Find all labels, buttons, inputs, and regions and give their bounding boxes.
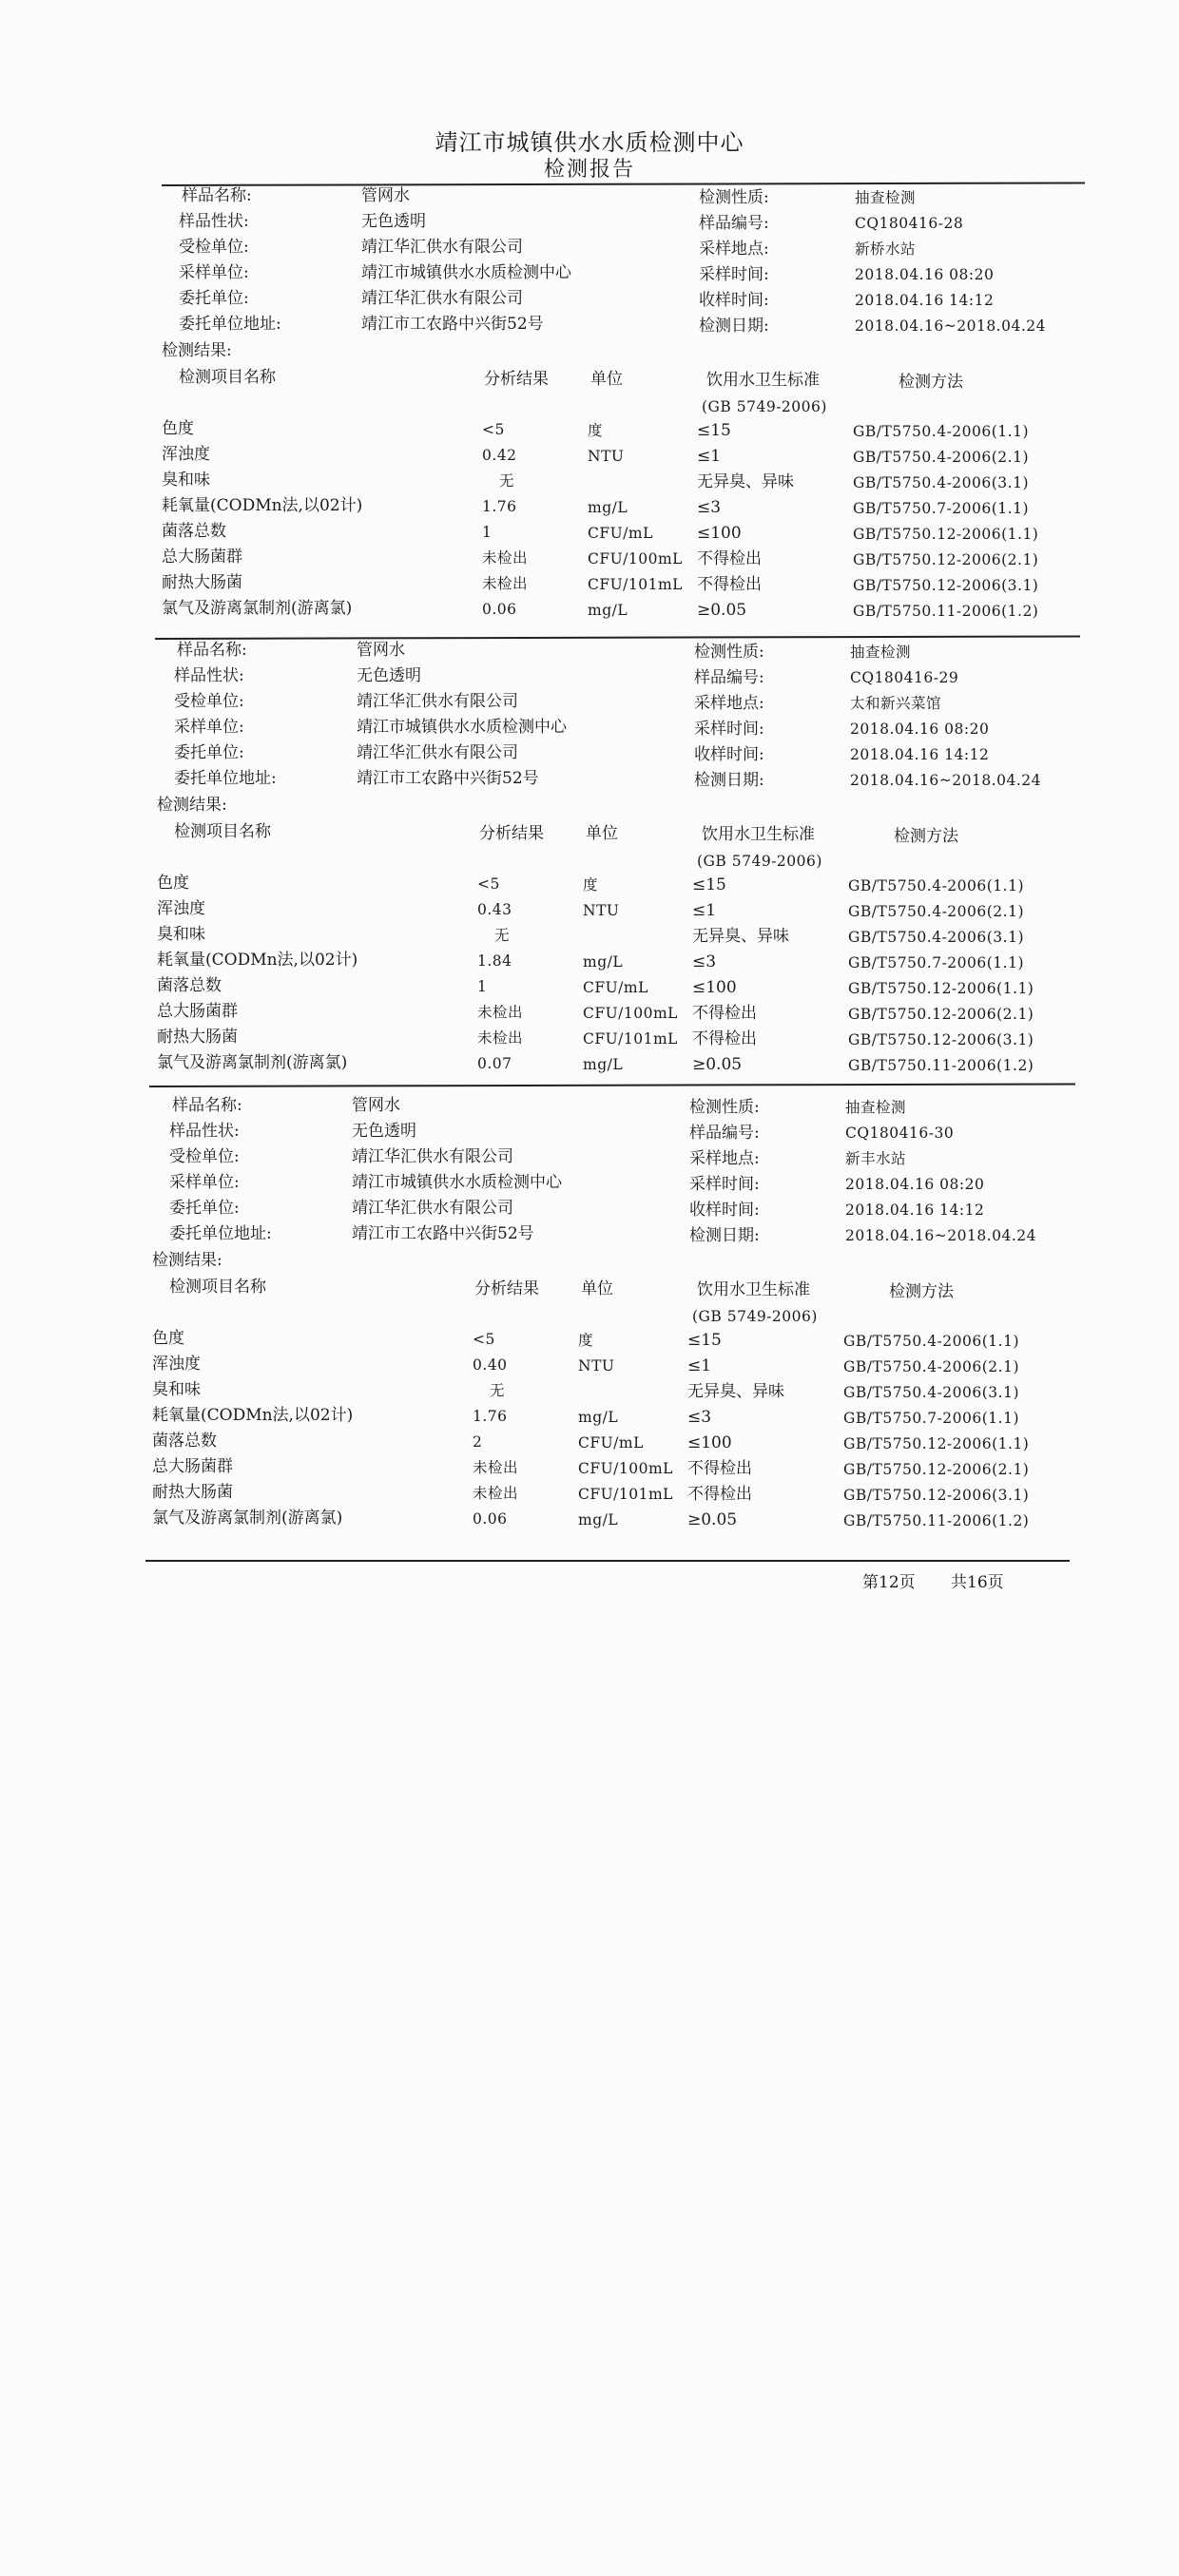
row-unit: CFU/mL: [588, 525, 653, 542]
value-receiving-time: 2018.04.16 14:12: [855, 292, 995, 309]
label-client-unit: 委托单位:: [179, 289, 249, 308]
label-sample-state: 样品性状:: [179, 212, 249, 231]
row-item: 臭和味: [162, 471, 210, 490]
column-item: 检测项目名称: [174, 822, 271, 841]
value-client-unit: 靖江华汇供水有限公司: [361, 289, 523, 308]
row-result: 1.84: [477, 952, 512, 970]
label-sample-name: 样品名称:: [177, 641, 247, 660]
label-sampling-time: 采样时间:: [689, 1175, 760, 1194]
row-result: 无: [494, 927, 511, 944]
value-sampling-site: 新桥水站: [855, 240, 917, 258]
row-method: GB/T5750.7-2006(1.1): [843, 1410, 1019, 1427]
row-standard: ≤3: [697, 498, 722, 517]
row-standard: ≤100: [687, 1433, 732, 1452]
value-test-date: 2018.04.16~2018.04.24: [845, 1227, 1036, 1244]
column-unit: 单位: [581, 1279, 613, 1298]
row-method: GB/T5750.4-2006(2.1): [848, 903, 1024, 920]
row-result: 0.43: [477, 901, 512, 918]
column-method: 检测方法: [899, 373, 963, 392]
row-standard: ≤100: [697, 524, 742, 543]
row-result: 未检出: [482, 549, 529, 567]
row-item: 色度: [162, 419, 194, 438]
row-unit: CFU/100mL: [578, 1460, 673, 1477]
row-item: 菌落总数: [157, 976, 222, 995]
label-test-nature: 检测性质:: [694, 643, 764, 662]
row-result: <5: [477, 875, 500, 893]
row-standard: ≤1: [692, 901, 717, 920]
row-unit: CFU/101mL: [588, 576, 683, 593]
value-sample-name: 管网水: [357, 641, 405, 660]
label-inspected-unit: 受检单位:: [169, 1147, 240, 1166]
row-result: 0.40: [473, 1356, 508, 1374]
label-sampling-time: 采样时间:: [694, 720, 764, 739]
row-result: 1: [477, 978, 488, 995]
value-receiving-time: 2018.04.16 14:12: [845, 1201, 985, 1219]
column-standard: 饮用水卫生标准: [697, 1280, 810, 1299]
row-method: GB/T5750.12-2006(1.1): [853, 526, 1039, 543]
row-unit: CFU/mL: [583, 979, 648, 996]
label-receiving-time: 收样时间:: [699, 291, 769, 310]
row-method: GB/T5750.7-2006(1.1): [853, 500, 1029, 517]
label-test-date: 检测日期:: [699, 317, 769, 336]
column-result: 分析结果: [474, 1279, 539, 1298]
value-client-unit: 靖江华汇供水有限公司: [357, 743, 518, 762]
value-sample-name: 管网水: [352, 1096, 400, 1115]
value-test-nature: 抽查检测: [855, 189, 917, 206]
row-standard: ≤3: [692, 952, 717, 971]
row-standard: ≤15: [687, 1331, 722, 1350]
column-standard-ref: (GB 5749-2006): [692, 1308, 818, 1325]
row-standard: 不得检出: [697, 549, 762, 568]
column-result: 分析结果: [484, 370, 549, 389]
row-unit: mg/L: [578, 1409, 619, 1426]
value-receiving-time: 2018.04.16 14:12: [850, 746, 990, 763]
row-result: 未检出: [477, 1004, 524, 1021]
label-sample-name: 样品名称:: [172, 1096, 242, 1115]
row-item: 总大肠菌群: [157, 1002, 238, 1021]
sample-section-3: [0, 910, 1169, 2576]
value-client-address: 靖江市工农路中兴街52号: [357, 769, 539, 788]
label-sampling-site: 采样地点:: [689, 1149, 760, 1168]
row-method: GB/T5750.7-2006(1.1): [848, 954, 1024, 971]
row-item: 耗氧量(CODMn法,以02计): [152, 1406, 354, 1425]
row-standard: ≥0.05: [697, 601, 747, 620]
column-item: 检测项目名称: [179, 368, 276, 387]
value-sample-no: CQ180416-30: [845, 1125, 955, 1142]
row-method: GB/T5750.12-2006(2.1): [848, 1006, 1034, 1023]
row-standard: 不得检出: [692, 1029, 757, 1048]
row-method: GB/T5750.4-2006(2.1): [843, 1358, 1019, 1375]
label-sampling-unit: 采样单位:: [179, 263, 249, 282]
label-sample-name: 样品名称:: [182, 186, 252, 205]
value-sampling-unit: 靖江市城镇供水水质检测中心: [361, 263, 571, 282]
row-item: 色度: [152, 1329, 184, 1348]
row-standard: 不得检出: [687, 1459, 752, 1478]
value-inspected-unit: 靖江华汇供水有限公司: [352, 1147, 513, 1166]
page-total: 共16页: [951, 1573, 1004, 1592]
row-method: GB/T5750.12-2006(1.1): [848, 980, 1034, 997]
row-standard: 不得检出: [692, 1004, 757, 1023]
row-standard: 无异臭、异味: [692, 927, 789, 946]
row-result: 未检出: [482, 575, 529, 592]
row-result: 无: [499, 472, 515, 490]
value-client-address: 靖江市工农路中兴街52号: [352, 1224, 534, 1243]
row-unit: 度: [578, 1332, 594, 1349]
column-result: 分析结果: [479, 824, 544, 843]
value-sampling-time: 2018.04.16 08:20: [850, 721, 990, 738]
row-standard: ≤3: [687, 1408, 712, 1427]
label-sampling-unit: 采样单位:: [169, 1173, 240, 1192]
label-receiving-time: 收样时间:: [694, 745, 764, 764]
row-standard: ≤15: [697, 421, 731, 440]
value-inspected-unit: 靖江华汇供水有限公司: [361, 238, 523, 257]
row-method: GB/T5750.12-2006(1.1): [843, 1435, 1030, 1452]
row-unit: CFU/100mL: [583, 1005, 678, 1022]
row-item: 菌落总数: [152, 1432, 217, 1451]
row-result: 未检出: [477, 1029, 524, 1047]
value-sample-no: CQ180416-28: [855, 215, 964, 232]
row-unit: 度: [588, 422, 604, 439]
row-result: 无: [490, 1382, 506, 1399]
label-sampling-unit: 采样单位:: [174, 718, 244, 737]
column-standard: 饮用水卫生标准: [702, 825, 815, 844]
row-result: 0.42: [482, 447, 517, 464]
label-sample-no: 样品编号:: [689, 1124, 760, 1143]
row-result: 1.76: [482, 498, 517, 515]
value-test-date: 2018.04.16~2018.04.24: [855, 317, 1046, 335]
row-unit: mg/L: [578, 1511, 619, 1528]
value-sample-name: 管网水: [361, 186, 410, 205]
row-item: 浑浊度: [162, 445, 210, 464]
results-label: 检测结果:: [157, 796, 227, 815]
row-result: <5: [482, 421, 505, 438]
value-sample-no: CQ180416-29: [850, 669, 959, 686]
row-method: GB/T5750.4-2006(3.1): [848, 929, 1024, 946]
row-unit: CFU/mL: [578, 1434, 644, 1451]
row-method: GB/T5750.12-2006(2.1): [843, 1461, 1030, 1478]
row-standard: 无异臭、异味: [697, 472, 794, 491]
value-test-nature: 抽查检测: [845, 1099, 907, 1116]
value-sampling-time: 2018.04.16 08:20: [855, 266, 995, 283]
row-standard: 不得检出: [697, 575, 762, 594]
row-standard: ≤100: [692, 978, 737, 997]
row-unit: CFU/100mL: [588, 550, 683, 567]
label-sample-no: 样品编号:: [699, 214, 769, 233]
row-item: 浑浊度: [157, 899, 205, 918]
label-client-address: 委托单位地址:: [174, 769, 277, 788]
row-item: 臭和味: [152, 1380, 201, 1399]
row-item: 耐热大肠菌: [152, 1483, 233, 1502]
value-inspected-unit: 靖江华汇供水有限公司: [357, 692, 518, 711]
row-result: 0.06: [482, 601, 517, 618]
label-test-date: 检测日期:: [689, 1226, 760, 1245]
row-item: 氯气及游离氯制剂(游离氯): [157, 1053, 348, 1072]
row-method: GB/T5750.4-2006(3.1): [843, 1384, 1019, 1401]
label-inspected-unit: 受检单位:: [174, 692, 244, 711]
value-sampling-site: 新丰水站: [845, 1150, 907, 1167]
value-sampling-unit: 靖江市城镇供水水质检测中心: [357, 718, 567, 737]
report-title: 检测报告: [543, 158, 635, 182]
label-client-address: 委托单位地址:: [169, 1224, 272, 1243]
label-client-unit: 委托单位:: [174, 743, 244, 762]
column-unit: 单位: [590, 370, 623, 389]
row-unit: mg/L: [588, 602, 628, 619]
results-label: 检测结果:: [162, 341, 232, 360]
row-result: <5: [473, 1331, 495, 1348]
row-item: 耗氧量(CODMn法,以02计): [162, 496, 363, 515]
row-method: GB/T5750.12-2006(2.1): [853, 551, 1039, 568]
label-sampling-time: 采样时间:: [699, 265, 769, 284]
row-result: 1: [482, 524, 493, 541]
row-standard: ≤15: [692, 875, 726, 894]
row-result: 1.76: [473, 1408, 508, 1425]
label-sample-state: 样品性状:: [169, 1122, 240, 1141]
organization-title: 靖江市城镇供水水质检测中心: [435, 129, 744, 156]
row-result: 0.06: [473, 1510, 508, 1528]
row-method: GB/T5750.4-2006(1.1): [853, 423, 1029, 440]
row-standard: ≥0.05: [692, 1055, 743, 1074]
value-client-unit: 靖江华汇供水有限公司: [352, 1199, 513, 1218]
value-sample-state: 无色透明: [361, 212, 426, 231]
row-item: 耐热大肠菌: [162, 573, 242, 592]
row-method: GB/T5750.4-2006(3.1): [853, 474, 1029, 491]
column-method: 检测方法: [889, 1282, 954, 1301]
row-result: 2: [473, 1433, 483, 1451]
row-item: 菌落总数: [162, 522, 226, 541]
row-standard: 不得检出: [687, 1485, 752, 1504]
row-method: GB/T5750.12-2006(3.1): [843, 1487, 1030, 1504]
row-standard: ≤1: [687, 1356, 712, 1375]
column-standard-ref: (GB 5749-2006): [702, 398, 827, 415]
value-test-nature: 抽查检测: [850, 644, 912, 661]
value-client-address: 靖江市工农路中兴街52号: [361, 315, 544, 334]
row-item: 浑浊度: [152, 1355, 201, 1374]
page-number: 第12页: [862, 1573, 916, 1592]
row-unit: NTU: [583, 902, 620, 919]
row-unit: CFU/101mL: [583, 1030, 678, 1048]
row-method: GB/T5750.4-2006(2.1): [853, 449, 1029, 466]
row-unit: CFU/101mL: [578, 1486, 673, 1503]
row-item: 耐热大肠菌: [157, 1028, 238, 1047]
row-method: GB/T5750.11-2006(1.2): [848, 1057, 1034, 1074]
label-client-address: 委托单位地址:: [179, 315, 281, 334]
row-unit: mg/L: [588, 499, 628, 516]
row-method: GB/T5750.12-2006(3.1): [853, 577, 1039, 594]
row-item: 耗氧量(CODMn法,以02计): [157, 951, 358, 970]
row-standard: 无异臭、异味: [687, 1382, 784, 1401]
row-item: 总大肠菌群: [152, 1457, 233, 1476]
row-result: 未检出: [473, 1485, 519, 1502]
value-sample-state: 无色透明: [357, 666, 421, 685]
row-unit: mg/L: [583, 1056, 624, 1073]
row-unit: 度: [583, 876, 599, 894]
row-item: 氯气及游离氯制剂(游离氯): [162, 599, 353, 618]
row-result: 0.07: [477, 1055, 512, 1072]
row-unit: NTU: [588, 448, 625, 465]
row-standard: ≤1: [697, 447, 722, 466]
label-test-nature: 检测性质:: [689, 1098, 760, 1117]
value-sample-state: 无色透明: [352, 1122, 416, 1141]
row-item: 总大肠菌群: [162, 548, 242, 567]
label-sampling-site: 采样地点:: [694, 694, 764, 713]
row-item: 氯气及游离氯制剂(游离氯): [152, 1509, 343, 1528]
label-sample-no: 样品编号:: [694, 668, 764, 687]
results-label: 检测结果:: [152, 1251, 222, 1270]
row-result: 未检出: [473, 1459, 519, 1476]
label-test-date: 检测日期:: [694, 771, 764, 790]
row-method: GB/T5750.4-2006(1.1): [843, 1333, 1019, 1350]
value-sampling-time: 2018.04.16 08:20: [845, 1176, 985, 1193]
label-sampling-site: 采样地点:: [699, 240, 769, 259]
row-unit: mg/L: [583, 953, 624, 971]
value-sampling-unit: 靖江市城镇供水水质检测中心: [352, 1173, 562, 1192]
column-standard-ref: (GB 5749-2006): [697, 853, 822, 870]
column-method: 检测方法: [894, 827, 958, 846]
row-standard: ≥0.05: [687, 1510, 738, 1529]
label-receiving-time: 收样时间:: [689, 1201, 760, 1220]
row-method: GB/T5750.11-2006(1.2): [853, 603, 1039, 620]
label-sample-state: 样品性状:: [174, 666, 244, 685]
label-client-unit: 委托单位:: [169, 1199, 240, 1218]
row-unit: NTU: [578, 1357, 615, 1375]
label-test-nature: 检测性质:: [699, 188, 769, 207]
value-sampling-site: 太和新兴菜馆: [850, 695, 942, 712]
column-unit: 单位: [586, 824, 618, 843]
row-method: GB/T5750.4-2006(1.1): [848, 877, 1024, 894]
row-item: 色度: [157, 874, 189, 893]
value-test-date: 2018.04.16~2018.04.24: [850, 772, 1041, 789]
page-bottom-rule: [145, 1560, 1070, 1562]
label-inspected-unit: 受检单位:: [179, 238, 249, 257]
row-item: 臭和味: [157, 925, 205, 944]
row-method: GB/T5750.12-2006(3.1): [848, 1031, 1034, 1048]
column-standard: 饮用水卫生标准: [706, 371, 820, 390]
column-item: 检测项目名称: [169, 1278, 266, 1297]
row-method: GB/T5750.11-2006(1.2): [843, 1512, 1030, 1529]
